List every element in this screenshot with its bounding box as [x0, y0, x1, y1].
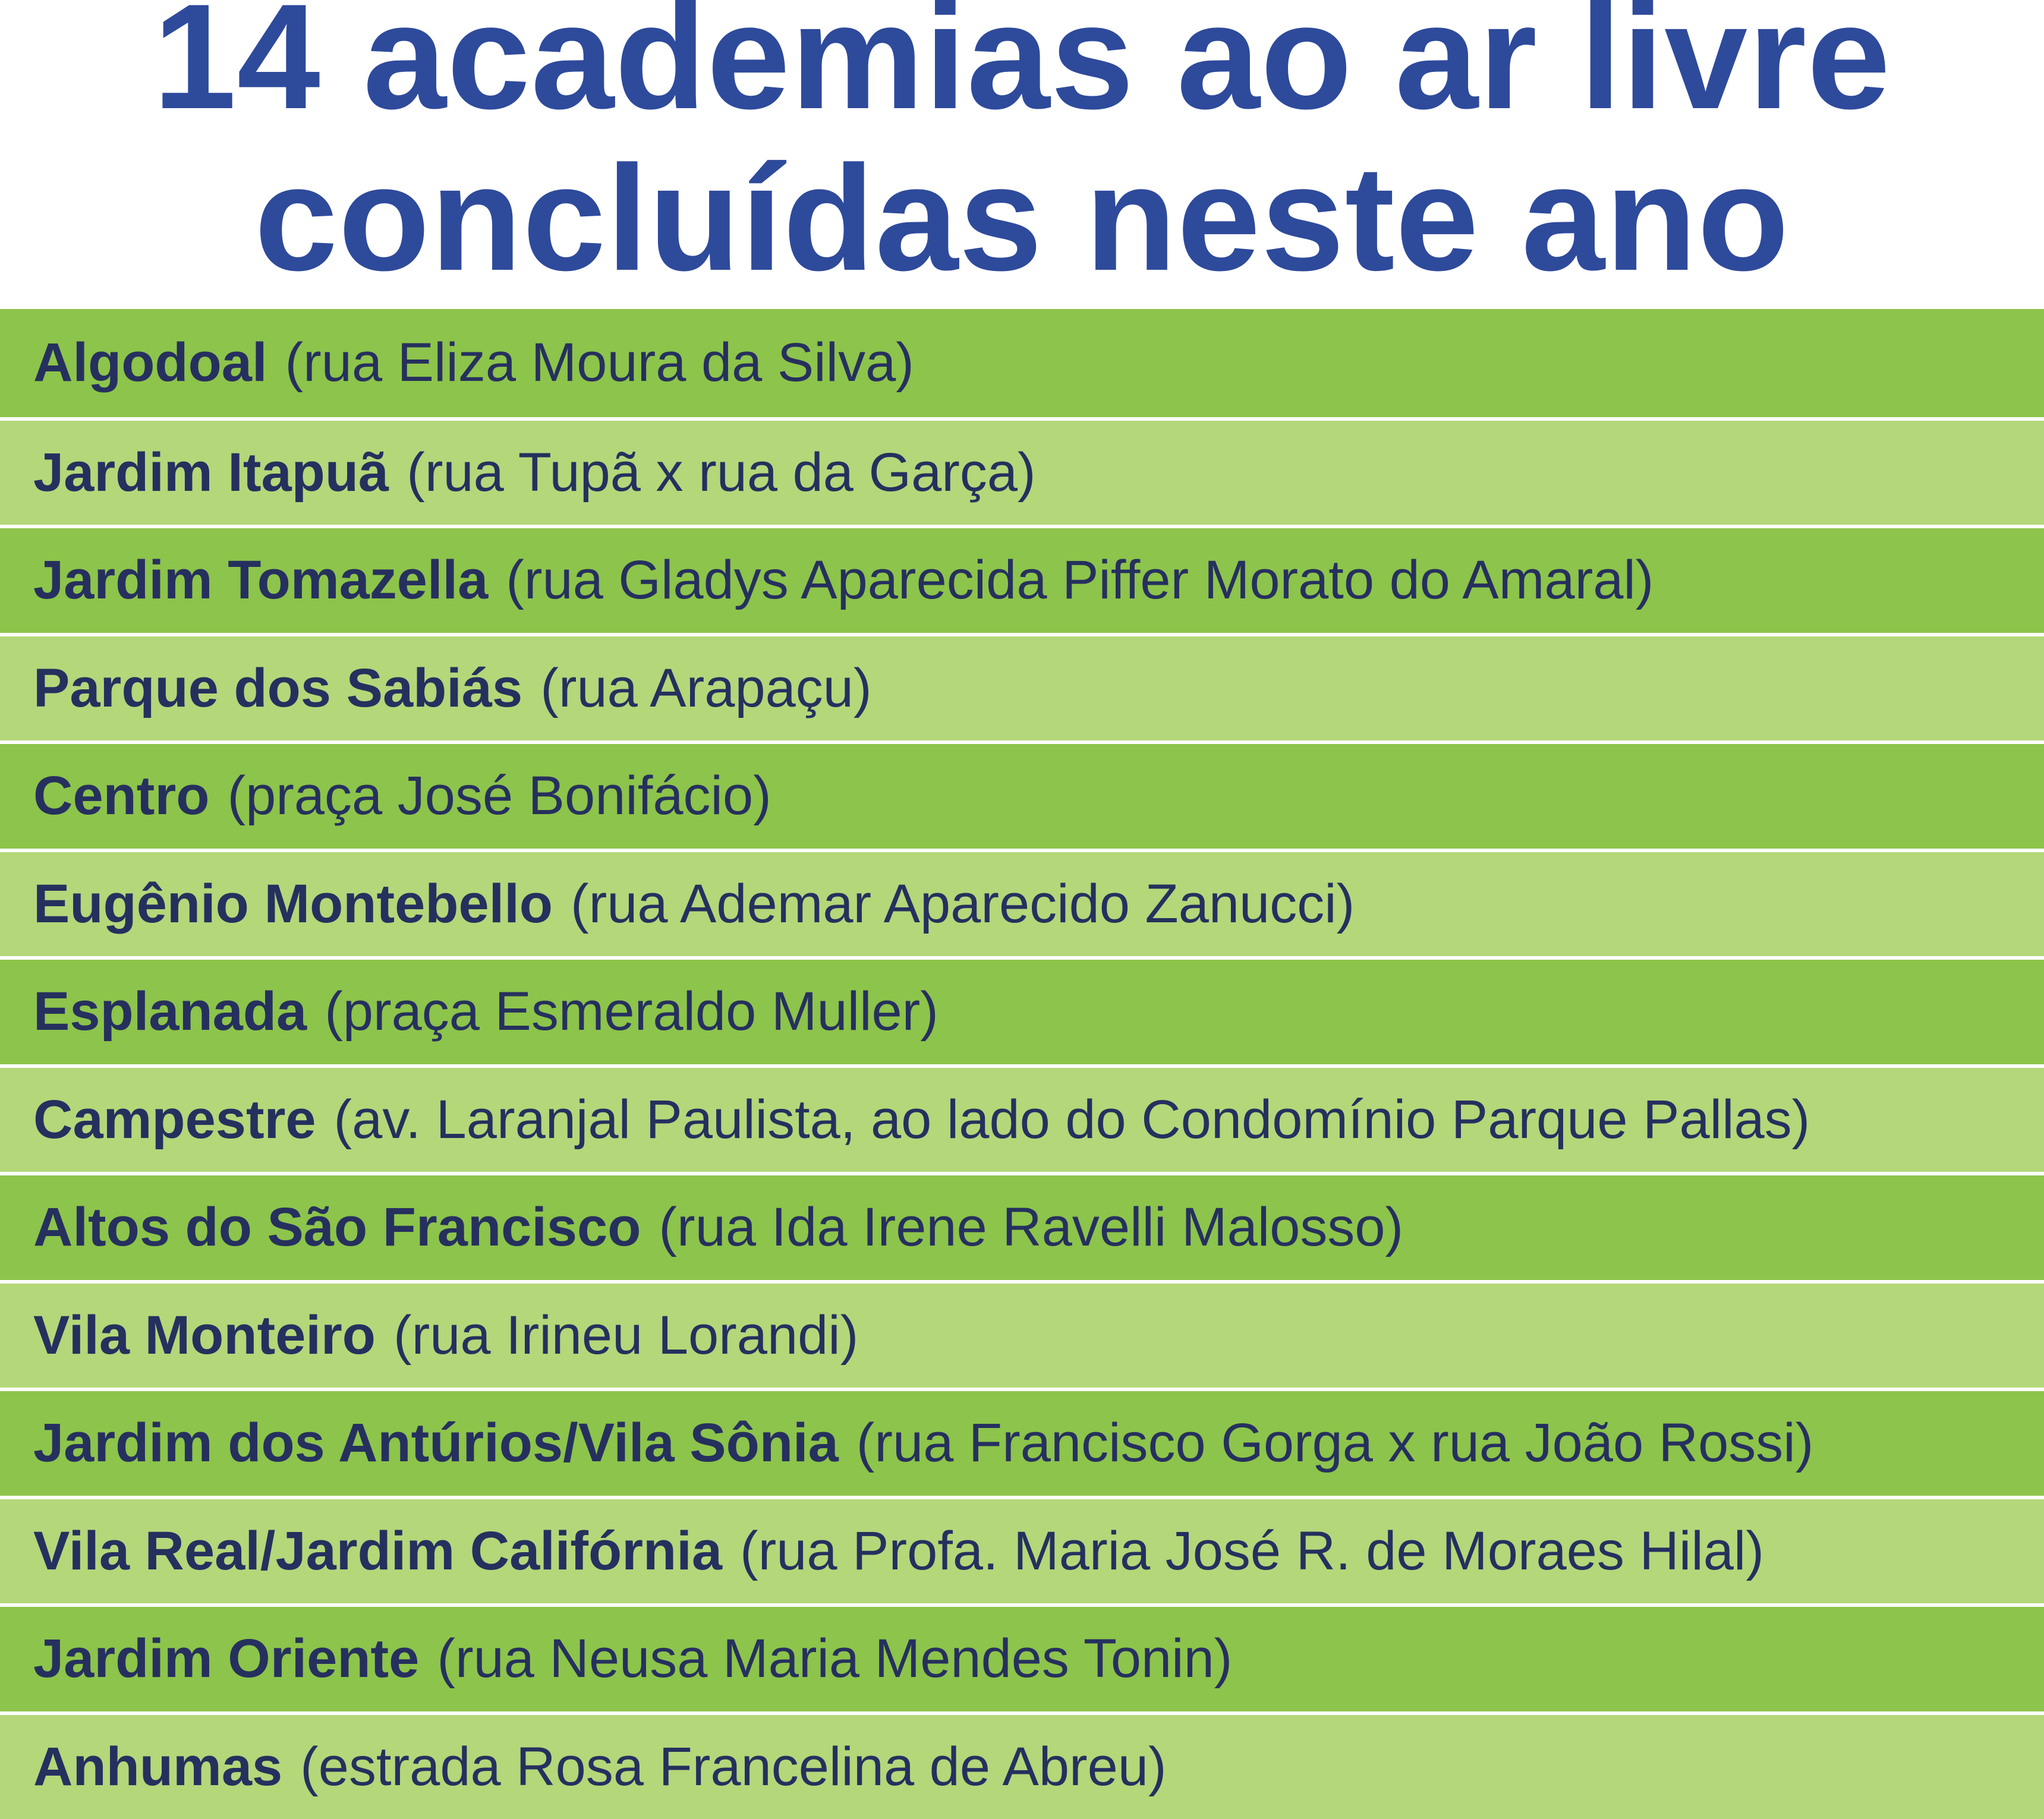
street-address: (rua Neusa Maria Mendes Tonin) — [437, 1628, 1233, 1689]
neighborhood-name: Anhumas — [33, 1736, 283, 1797]
neighborhood-name: Vila Real/Jardim Califórnia — [33, 1520, 722, 1581]
list-item-altos-do-sao-francisco — [0, 1172, 2044, 1280]
street-address: (praça José Bonifácio) — [227, 765, 771, 827]
list-item-jardim-dos-anturios — [0, 1388, 2044, 1496]
street-address: (rua Tupã x rua da Garça) — [407, 442, 1036, 503]
street-address: (praça Esmeraldo Muller) — [325, 981, 938, 1042]
street-address: (rua Arapaçu) — [540, 657, 872, 718]
neighborhood-name: Esplanada — [33, 981, 307, 1042]
street-address: (rua Gladys Aparecida Piffer Morato do Amaral) — [506, 550, 1654, 611]
neighborhood-name: Parque dos Sabiás — [33, 657, 523, 718]
academies-list — [0, 309, 2044, 1819]
list-item-eugenio-montebello — [0, 849, 2044, 957]
list-item-jardim-tomazella — [0, 525, 2044, 633]
list-item-jardim-itapua — [0, 417, 2044, 525]
neighborhood-name: Jardim dos Antúrios/Vila Sônia — [33, 1413, 839, 1474]
neighborhood-name: Algodoal — [33, 332, 267, 393]
list-item-algodoal — [0, 309, 2044, 417]
neighborhood-name: Jardim Itapuã — [33, 442, 389, 503]
street-address: (estrada Rosa Francelina de Abreu) — [300, 1736, 1167, 1797]
street-address: (rua Ida Irene Ravelli Malosso) — [659, 1197, 1404, 1258]
list-item-vila-monteiro — [0, 1280, 2044, 1388]
neighborhood-name: Centro — [33, 765, 210, 827]
neighborhood-name: Jardim Oriente — [33, 1628, 420, 1689]
list-item-anhumas — [0, 1711, 2044, 1819]
street-address: (rua Profa. Maria José R. de Moraes Hilal) — [739, 1520, 1765, 1581]
neighborhood-name: Jardim Tomazella — [33, 550, 489, 611]
neighborhood-name: Altos do São Francisco — [33, 1197, 641, 1258]
title-line-1: 14 academias ao ar livre — [153, 0, 1891, 140]
list-item-campestre — [0, 1064, 2044, 1172]
list-item-jardim-oriente — [0, 1603, 2044, 1711]
neighborhood-name: Campestre — [33, 1089, 316, 1150]
list-item-vila-real — [0, 1496, 2044, 1604]
title-line-2: concluídas neste ano — [254, 135, 1790, 302]
neighborhood-name: Vila Monteiro — [33, 1304, 376, 1366]
neighborhood-name: Eugênio Montebello — [33, 873, 553, 934]
street-address: (rua Ademar Aparecido Zanucci) — [570, 873, 1355, 934]
street-address: (rua Irineu Lorandi) — [393, 1304, 859, 1366]
page-title — [0, 0, 2044, 309]
list-item-centro — [0, 740, 2044, 849]
street-address: (rua Francisco Gorga x rua João Rossi) — [856, 1413, 1814, 1474]
list-item-parque-dos-sabias — [0, 633, 2044, 741]
list-item-esplanada — [0, 956, 2044, 1064]
street-address: (rua Eliza Moura da Silva) — [285, 332, 914, 393]
street-address: (av. Laranjal Paulista, ao lado do Condomínio Parque Pallas) — [333, 1089, 1810, 1150]
